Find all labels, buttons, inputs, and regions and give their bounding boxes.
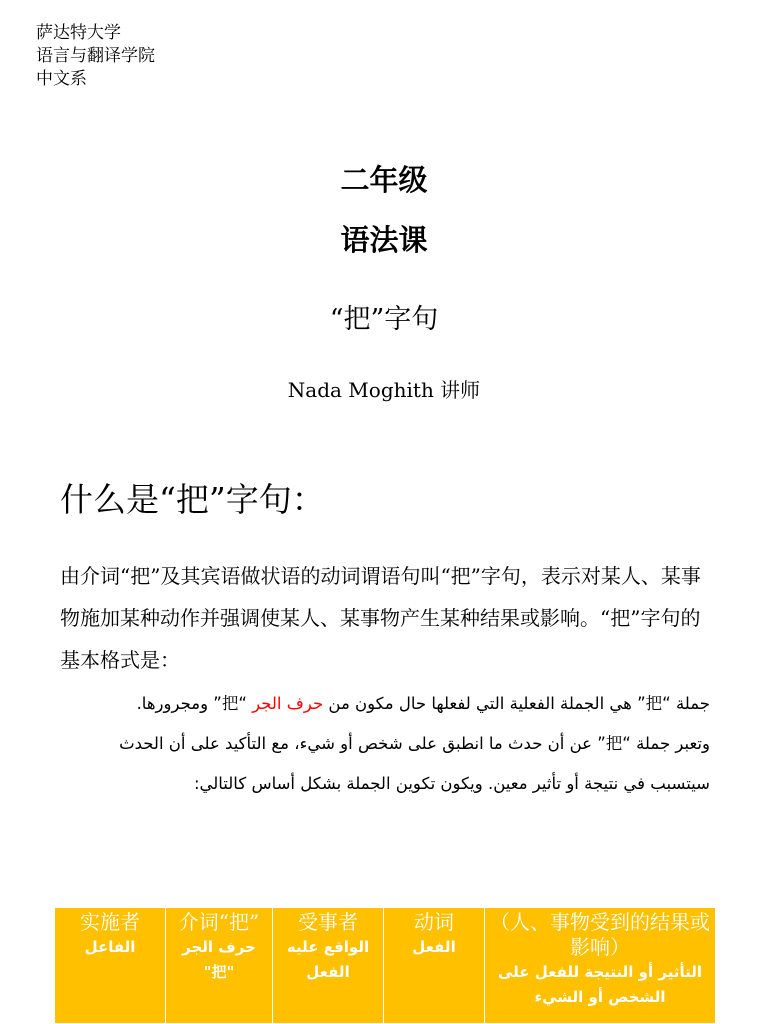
table-cell-result xyxy=(485,908,716,1024)
definition-paragraph: 由介词“把”及其宾语做状语的动词谓语句叫“把”字句，表示对某人、某事物施加某种动作并强调使某人、某事物产生某种结果或影响。“把”字句的基本格式是： xyxy=(60,564,701,672)
table-cell-agent xyxy=(55,908,166,1024)
topic-title: “把”字句 xyxy=(329,304,439,335)
arabic-text-part-2: “把” ومجرورها. xyxy=(136,694,253,713)
arabic-line-2: وتعبر جملة “把” عن أن حدث ما انطبق على شخص أو شيء، مع التأكيد على أن الحدث سيتسبب في نتيجة أو تأثير معين. ويكون تكوين الجملة بشكل أساس كالتالي: xyxy=(119,734,710,793)
university-name: 萨达特大学 xyxy=(36,23,121,43)
cell-ar-patient: الواقع عليه الفعل xyxy=(286,938,370,981)
cell-zh-agent: 实施者 xyxy=(80,910,140,934)
cell-zh-patient: 受事者 xyxy=(298,910,358,934)
cell-zh-result: （人、事物受到的结果或影响） xyxy=(490,910,710,959)
arabic-highlight: حرف الجر xyxy=(252,694,324,713)
arabic-explanation xyxy=(60,684,710,804)
arabic-text-part-1: جملة “把” هي الجملة الفعلية التي لفعلها حال مكون من xyxy=(323,694,710,713)
grade-title: 二年级 xyxy=(340,163,428,197)
cell-ar-verb: الفعل xyxy=(412,938,456,956)
cell-ar-result: التأثير أو النتيجة للفعل على الشخص أو الشيء xyxy=(498,963,702,1006)
cell-ar-agent: الفاعل xyxy=(84,938,136,956)
cell-zh-verb: 动词 xyxy=(414,910,454,934)
section-heading: 什么是“把”字句： xyxy=(60,480,325,519)
table-cell-verb xyxy=(384,908,485,1024)
department-header xyxy=(36,22,155,91)
table-cell-preposition xyxy=(166,908,273,1024)
department-name: 中文系 xyxy=(36,69,87,89)
cell-ar-preposition: حرف الجر "把" xyxy=(182,938,256,981)
faculty-name: 语言与翻译学院 xyxy=(36,46,155,66)
grammar-structure-table xyxy=(54,907,716,1024)
table-row xyxy=(55,908,716,1024)
arabic-line-1 xyxy=(60,684,710,724)
table-cell-patient xyxy=(273,908,384,1024)
course-title: 语法课 xyxy=(340,223,428,257)
cell-zh-preposition: 介词“把” xyxy=(178,910,260,934)
lecturer-name: Nada Moghith 讲师 xyxy=(287,378,481,402)
